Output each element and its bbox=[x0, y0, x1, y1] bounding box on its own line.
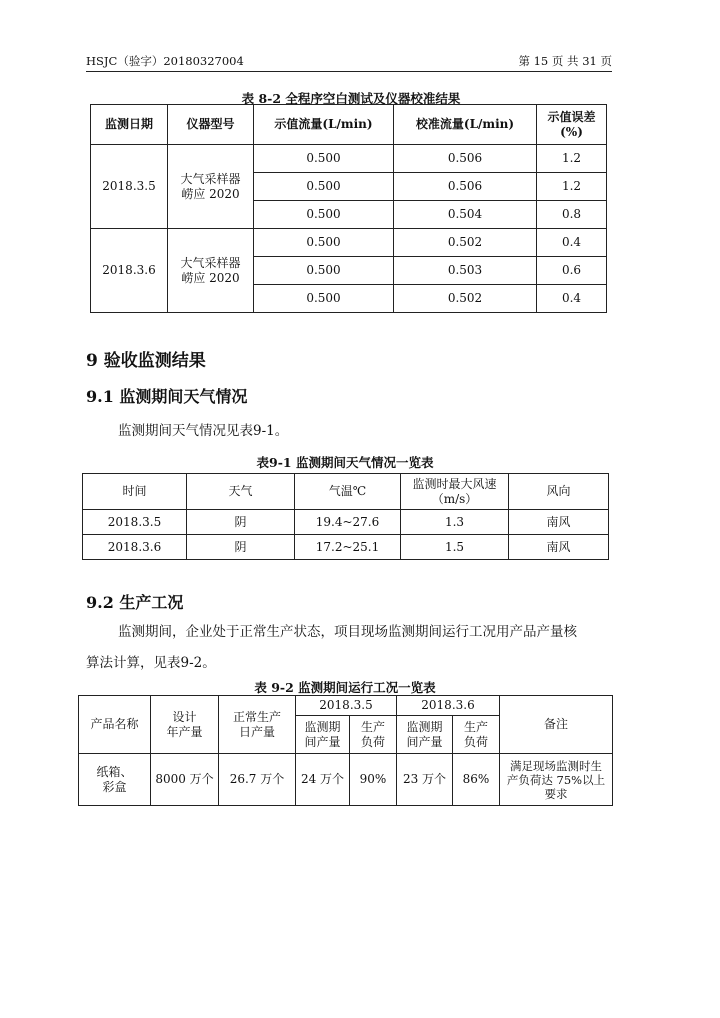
table-cell: 南风 bbox=[509, 535, 609, 560]
header-cell: 正常生产 日产量 bbox=[219, 696, 296, 754]
table-cell: 0.502 bbox=[394, 229, 537, 257]
table-cell: 1.3 bbox=[401, 510, 509, 535]
table-cell: 2018.3.6 bbox=[83, 535, 187, 560]
table-cell: 17.2~25.1 bbox=[295, 535, 401, 560]
table-cell: 南风 bbox=[509, 510, 609, 535]
section-9-1-heading: 9.1 监测期间天气情况 bbox=[86, 387, 248, 406]
header-cell: 风向 bbox=[509, 474, 609, 510]
table-cell: 0.502 bbox=[394, 285, 537, 313]
header-cell: 时间 bbox=[83, 474, 187, 510]
table-9-1-caption: 表9-1 监测期间天气情况一览表 bbox=[256, 455, 434, 470]
table-cell: 1.5 bbox=[401, 535, 509, 560]
table-row bbox=[91, 229, 607, 257]
table-cell: 0.4 bbox=[537, 229, 607, 257]
table-cell: 0.506 bbox=[394, 173, 537, 201]
table-cell: 阴 bbox=[187, 535, 295, 560]
table-cell: 90% bbox=[350, 754, 397, 806]
table-row bbox=[83, 510, 609, 535]
header-cell: 生产 负荷 bbox=[453, 716, 500, 754]
table-cell: 1.2 bbox=[537, 145, 607, 173]
header-cell: 监测日期 bbox=[91, 105, 168, 145]
operating-condition-table bbox=[78, 695, 613, 806]
table-cell: 0.4 bbox=[537, 285, 607, 313]
calibration-table bbox=[90, 104, 607, 313]
table-cell: 0.506 bbox=[394, 145, 537, 173]
weather-table bbox=[82, 473, 609, 560]
table-row bbox=[79, 754, 613, 806]
header-cell: 生产 负荷 bbox=[350, 716, 397, 754]
table-8-2-caption: 表 8-2 全程序空白测试及仪器校准结果 bbox=[241, 91, 461, 106]
date-cell: 2018.3.6 bbox=[91, 229, 168, 313]
section-9-1-paragraph: 监测期间天气情况见表9-1。 bbox=[118, 423, 289, 439]
table-cell: 0.6 bbox=[537, 257, 607, 285]
table-cell: 阴 bbox=[187, 510, 295, 535]
date-cell: 2018.3.5 bbox=[91, 145, 168, 229]
header-cell: 监测期 间产量 bbox=[296, 716, 350, 754]
header-cell: 设计 年产量 bbox=[151, 696, 219, 754]
page-number: 第 15 页 共 31 页 bbox=[518, 54, 612, 68]
table-cell: 8000 万个 bbox=[151, 754, 219, 806]
section-9-2-paragraph-line1: 监测期间，企业处于正常生产状态，项目现场监测期间运行工况用产品产量核 bbox=[118, 624, 577, 640]
table-cell: 24 万个 bbox=[296, 754, 350, 806]
document-number: HSJC（验字）20180327004 bbox=[86, 54, 244, 68]
table-cell: 0.500 bbox=[254, 257, 394, 285]
table-header-row bbox=[91, 105, 607, 145]
table-cell: 纸箱、 彩盒 bbox=[79, 754, 151, 806]
header-cell: 校准流量(L/min) bbox=[394, 105, 537, 145]
table-cell: 0.500 bbox=[254, 145, 394, 173]
header-cell: 示值误差(%) bbox=[537, 105, 607, 145]
table-cell: 23 万个 bbox=[397, 754, 453, 806]
table-cell: 满足现场监测时生 产负荷达 75%以上 要求 bbox=[500, 754, 613, 806]
table-header-row bbox=[83, 474, 609, 510]
header-cell: 2018.3.5 bbox=[296, 696, 397, 716]
table-cell: 0.500 bbox=[254, 173, 394, 201]
table-cell: 26.7 万个 bbox=[219, 754, 296, 806]
table-cell: 0.504 bbox=[394, 201, 537, 229]
table-row bbox=[83, 535, 609, 560]
header-cell: 2018.3.6 bbox=[397, 696, 500, 716]
table-header-row bbox=[79, 696, 613, 716]
header-cell: 监测期 间产量 bbox=[397, 716, 453, 754]
page-header bbox=[86, 53, 612, 72]
header-cell: 备注 bbox=[500, 696, 613, 754]
table-cell: 19.4~27.6 bbox=[295, 510, 401, 535]
header-cell: 天气 bbox=[187, 474, 295, 510]
header-cell: 示值流量(L/min) bbox=[254, 105, 394, 145]
section-9-2-heading: 9.2 生产工况 bbox=[86, 593, 184, 612]
instrument-cell: 大气采样器 崂应 2020 bbox=[168, 145, 254, 229]
table-9-2-caption: 表 9-2 监测期间运行工况一览表 bbox=[254, 680, 436, 695]
section-9-heading: 9 验收监测结果 bbox=[86, 351, 206, 371]
table-row bbox=[91, 145, 607, 173]
table-cell: 0.503 bbox=[394, 257, 537, 285]
table-cell: 0.500 bbox=[254, 229, 394, 257]
table-cell: 0.500 bbox=[254, 285, 394, 313]
header-cell: 气温℃ bbox=[295, 474, 401, 510]
section-9-2-paragraph-line2: 算法计算，见表9-2。 bbox=[86, 655, 216, 671]
table-cell: 86% bbox=[453, 754, 500, 806]
header-cell: 仪器型号 bbox=[168, 105, 254, 145]
table-cell: 0.500 bbox=[254, 201, 394, 229]
table-cell: 2018.3.5 bbox=[83, 510, 187, 535]
table-cell: 1.2 bbox=[537, 173, 607, 201]
header-cell: 产品名称 bbox=[79, 696, 151, 754]
instrument-cell: 大气采样器 崂应 2020 bbox=[168, 229, 254, 313]
header-cell: 监测时最大风速 （m/s） bbox=[401, 474, 509, 510]
table-cell: 0.8 bbox=[537, 201, 607, 229]
